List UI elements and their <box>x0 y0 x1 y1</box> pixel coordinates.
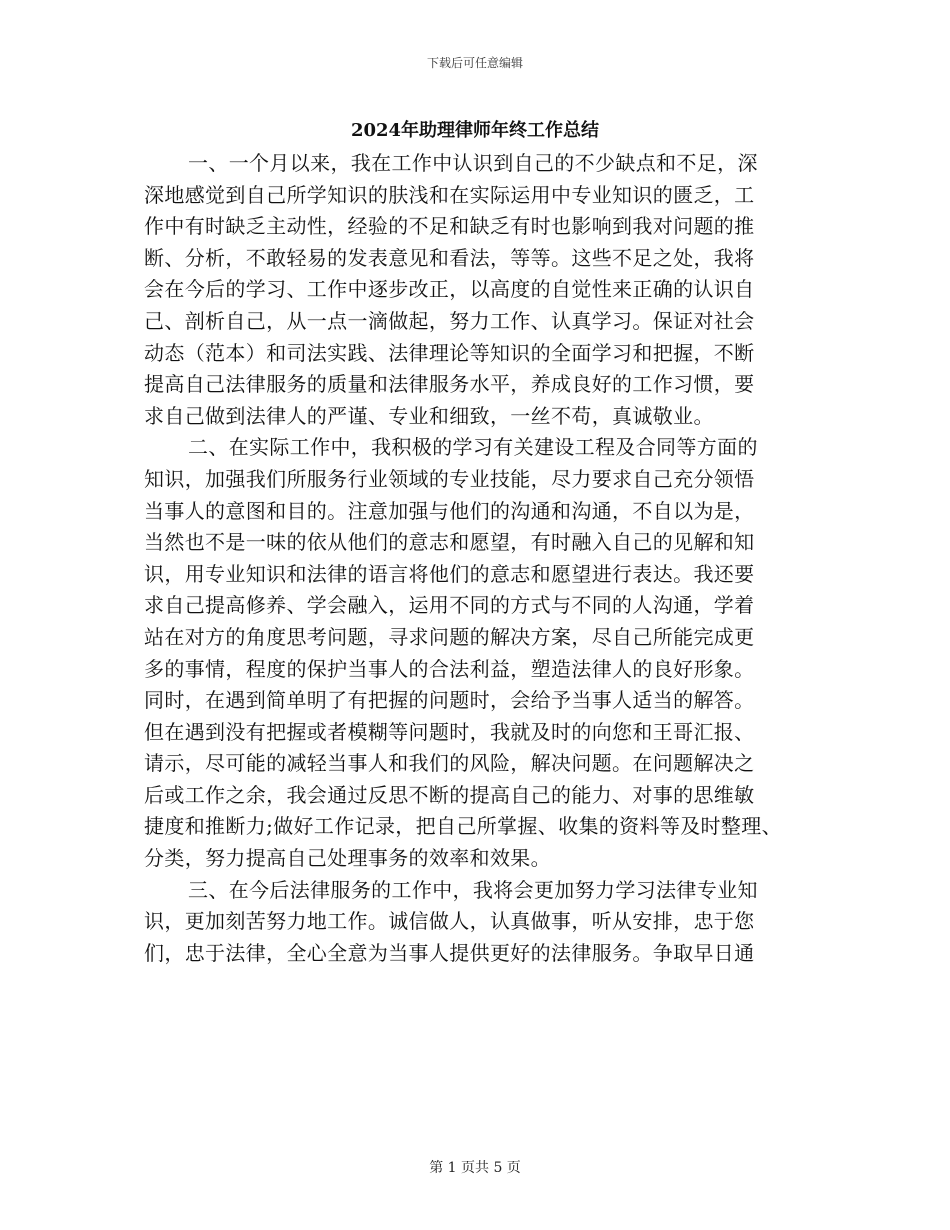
paragraph-2-line: 同时，在遇到简单明了有把握的问题时，会给予当事人适当的解答。 <box>144 688 755 713</box>
paragraph-2-line: 求自己提高修养、学会融入，运用不同的方式与不同的人沟通，学着 <box>144 593 755 618</box>
paragraph-1-line: 己、剖析自己，从一点一滴做起，努力工作、认真学习。保证对社会 <box>144 308 755 333</box>
paragraph-1-line: 作中有时缺乏主动性，经验的不足和缺乏有时也影响到我对问题的推 <box>144 214 755 239</box>
paragraph-1-line: 动态（范本）和司法实践、法律理论等知识的全面学习和把握，不断 <box>144 340 755 365</box>
paragraph-2-line: 捷度和推断力;做好工作记录，把自己所掌握、收集的资料等及时整理、 <box>144 814 782 839</box>
paragraph-2-line: 请示，尽可能的减轻当事人和我们的风险，解决问题。在问题解决之 <box>144 751 755 776</box>
paragraph-2-line: 分类，努力提高自己处理事务的效率和效果。 <box>144 846 551 871</box>
paragraph-2-line: 知识，加强我们所服务行业领域的专业技能，尽力要求自己充分领悟 <box>144 466 755 491</box>
document-body <box>144 148 804 969</box>
paragraph-1-line: 一、一个月以来，我在工作中认识到自己的不少缺点和不足，深 <box>188 151 758 175</box>
paragraph-3-line: 识，更加刻苦努力地工作。诚信做人，认真做事，听从安排，忠于您 <box>144 909 755 934</box>
paragraph-2-line: 后或工作之余，我会通过反思不断的提高自己的能力、对事的思维敏 <box>144 782 755 807</box>
paragraph-1-line: 求自己做到法律人的严谨、专业和细致，一丝不苟，真诚敬业。 <box>144 403 714 428</box>
paragraph-2-line: 二、在实际工作中，我积极的学习有关建设工程及合同等方面的 <box>188 435 758 460</box>
paragraph-3-line: 三、在今后法律服务的工作中，我将会更加努力学习法律专业知 <box>188 877 758 902</box>
paragraph-2-line: 但在遇到没有把握或者模糊等问题时，我就及时的向您和王哥汇报、 <box>144 719 755 744</box>
header-note: 下载后可任意编辑 <box>426 56 523 70</box>
paragraph-1-line: 会在今后的学习、工作中逐步改正，以高度的自觉性来正确的认识自 <box>144 277 755 302</box>
paragraph-2-line: 多的事情，程度的保护当事人的合法利益，塑造法律人的良好形象。 <box>144 656 755 681</box>
paragraph-2-line: 识，用专业知识和法律的语言将他们的意志和愿望进行表达。我还要 <box>144 561 755 586</box>
paragraph-1-line: 断、分析，不敢轻易的发表意见和看法，等等。这些不足之处，我将 <box>144 245 755 270</box>
paragraph-2-line: 当然也不是一味的依从他们的意志和愿望，有时融入自己的见解和知 <box>144 530 755 555</box>
paragraph-1-line: 提高自己法律服务的质量和法律服务水平，养成良好的工作习惯，要 <box>144 372 755 397</box>
page-number: 第 1 页共 5 页 <box>429 1160 521 1176</box>
paragraph-2-line: 站在对方的角度思考问题，寻求问题的解决方案，尽自己所能完成更 <box>144 624 755 649</box>
paragraph-1-line: 深地感觉到自己所学知识的肤浅和在实际运用中专业知识的匮乏，工 <box>144 182 755 207</box>
paragraph-3-line: 们，忠于法律，全心全意为当事人提供更好的法律服务。争取早日通 <box>144 940 755 965</box>
paragraph-2-line: 当事人的意图和目的。注意加强与他们的沟通和沟通，不自以为是， <box>144 498 755 523</box>
document-title: 2024年助理律师年终工作总结 <box>350 120 600 141</box>
